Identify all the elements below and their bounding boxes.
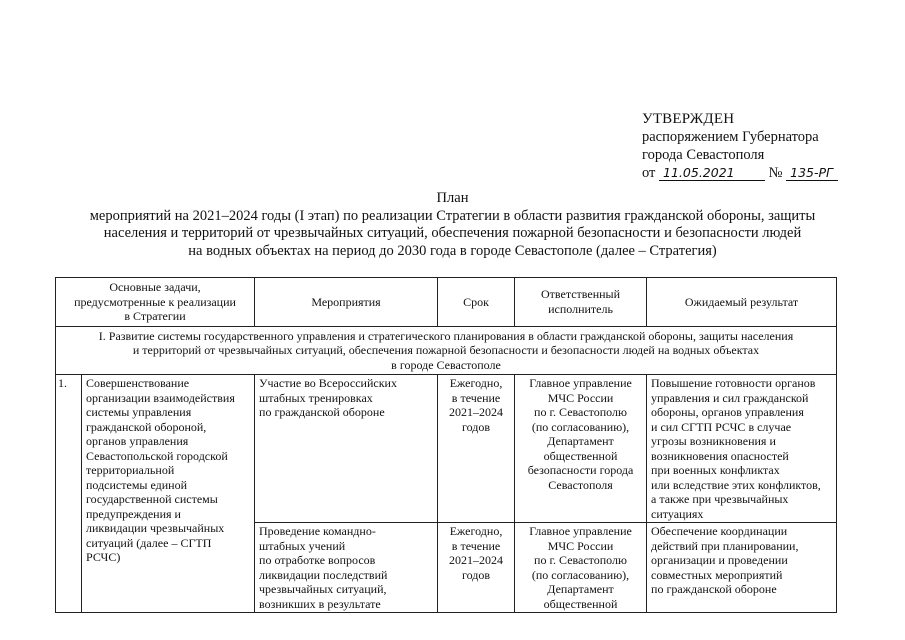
term-cell: Ежегодно, в течение 2021–2024 годов bbox=[438, 523, 515, 613]
header-activities: Мероприятия bbox=[255, 278, 438, 327]
table-header-row bbox=[56, 278, 837, 327]
executor-cell: Главное управление МЧС России по г. Севастополю (по согласованию), Департамент общественной bbox=[515, 523, 647, 613]
from-label: от bbox=[642, 165, 656, 181]
header-tasks: Основные задачи, предусмотренные к реализации в Стратегии bbox=[56, 278, 255, 327]
approval-number: 135-РГ bbox=[786, 165, 838, 181]
term-cell: Ежегодно, в течение 2021–2024 годов bbox=[438, 375, 515, 523]
activity-cell: Участие во Всероссийских штабных тренировках по гражданской обороне bbox=[255, 375, 438, 523]
number-label: № bbox=[768, 165, 783, 181]
title-line-2: мероприятий на 2021–2024 годы (I этап) по реализации Стратегии в области развития гражданской обороны, защиты bbox=[89, 207, 816, 224]
section-row bbox=[56, 326, 837, 375]
header-result: Ожидаемый результат bbox=[647, 278, 837, 327]
activity-cell: Проведение командно- штабных учений по отработке вопросов ликвидации последствий чрезвычайных ситуаций, возникших в результате bbox=[255, 523, 438, 613]
result-cell: Повышение готовности органов управления и сил гражданской обороны, органов управления и сил СГТП РСЧС в случае угрозы возникновения и возникновения опасностей при военных конфликтах или вследствие этих конфликтов, а также при чрезвычайных ситуациях bbox=[647, 375, 837, 523]
header-term: Срок bbox=[438, 278, 515, 327]
executor-cell: Главное управление МЧС России по г. Севастополю (по согласованию), Департамент общественной безопасности города Севастополя bbox=[515, 375, 647, 523]
approval-line-1: распоряжением Губернатора bbox=[642, 129, 819, 145]
title-line-4: на водных объектах на период до 2030 года в городе Севастополе (далее – Стратегия) bbox=[188, 242, 717, 259]
section-heading: I. Развитие системы государственного управления и стратегического планирования в области гражданской обороны, защиты населения и территорий от чрезвычайных ситуаций, обеспечения пожарной безопасности и безопасности людей на водных объектах в городе Севастополе bbox=[56, 326, 837, 375]
table-row bbox=[56, 375, 837, 523]
approval-heading: УТВЕРЖДЕН bbox=[642, 111, 735, 127]
header-executor: Ответственный исполнитель bbox=[515, 278, 647, 327]
title-line-3: населения и территорий от чрезвычайных ситуаций, обеспечения пожарной безопасности и безопасности людей bbox=[103, 225, 802, 241]
document-title bbox=[40, 190, 865, 260]
approval-line-2: города Севастополя bbox=[642, 147, 765, 163]
approval-date-line bbox=[642, 164, 838, 182]
task-cell: Совершенствование организации взаимодействия системы управления гражданской обороной, органов управления Севастопольской городской территориальной подсистемы единой государственной системы предупреждения и ликвидации чрезвычайных ситуаций (далее – СГТП РСЧС) bbox=[82, 375, 255, 613]
approval-block bbox=[642, 110, 838, 182]
result-cell: Обеспечение координации действий при планировании, организации и проведении совместных мероприятий по гражданской обороне bbox=[647, 523, 837, 613]
row-number: 1. bbox=[56, 375, 82, 613]
title-line-1: План bbox=[436, 190, 469, 206]
approval-date: 11.05.2021 bbox=[659, 165, 765, 181]
plan-table bbox=[55, 277, 837, 613]
